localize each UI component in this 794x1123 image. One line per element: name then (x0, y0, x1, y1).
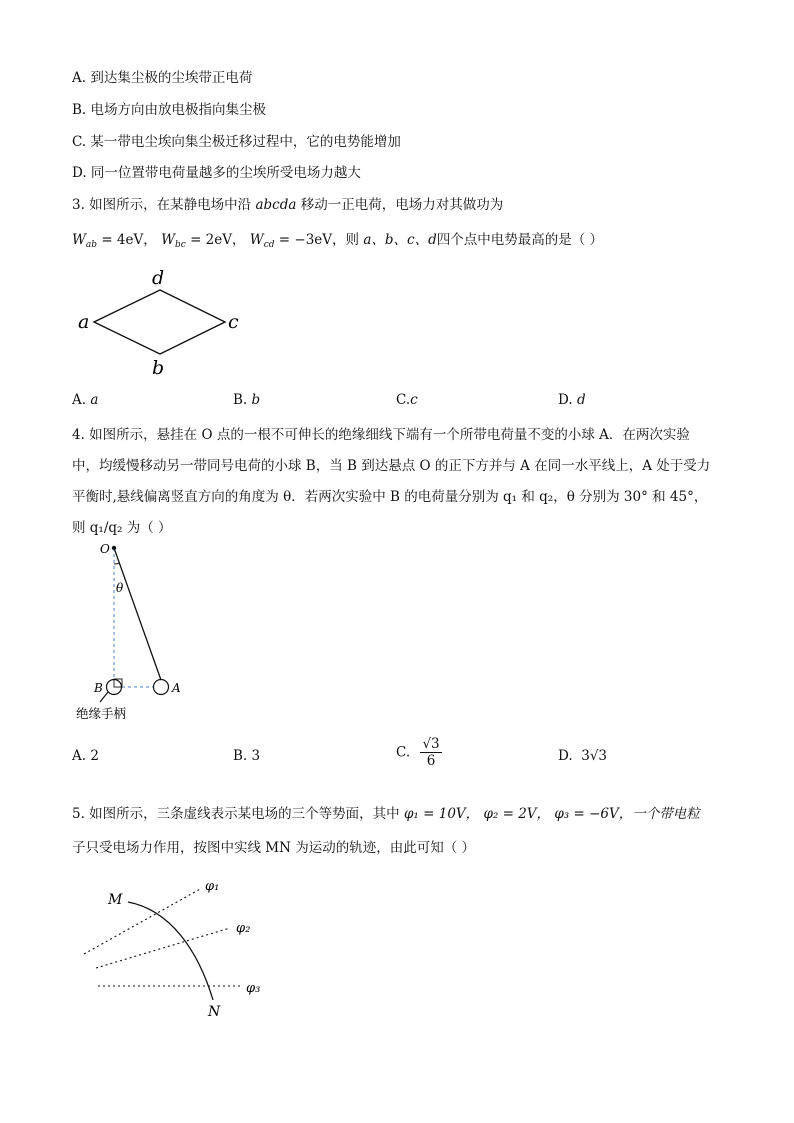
q3-rhombus-diagram (72, 262, 252, 382)
q5-equipotential-diagram (80, 870, 280, 1020)
equipotential-1 (84, 888, 202, 954)
q4-option-c: C. $\frac{√3}{6}$ (396, 736, 440, 769)
q2-option-a: A. 到达集尘极的尘埃带正电荷 (72, 70, 253, 86)
q5-stem-line1: 5. 如图所示，三条虚线表示某电场的三个等势面，其中 φ₁ = 10V， φ₂ = 2V， φ₃ = −6V，一个带电粒 (72, 806, 700, 822)
q4-stem-line2: 中，均缓慢移动另一带同号电荷的小球 B，当 B 到达悬点 O 的正下方并与 A 在同一水平线上，A 处于受力 (72, 458, 711, 474)
label-a: a (78, 311, 90, 333)
q3-option-a: A. a (72, 392, 99, 408)
label-o: O (100, 542, 110, 556)
q2-option-c: C. 某一带电尘埃向集尘极迁移过程中，它的电势能增加 (72, 134, 401, 150)
label-b: b (152, 357, 165, 379)
q5-stem-line2: 子只受电场力作用，按图中实线 MN 为运动的轨迹，由此可知（ ） (72, 840, 476, 856)
label-m: M (108, 892, 123, 908)
q4-stem-line4: 则 q₁/q₂ 为（ ） (72, 520, 172, 536)
thread-line (114, 548, 161, 680)
q4-stem-line3: 平衡时,悬线偏离竖直方向的角度为 θ．若两次实验中 B 的电荷量分别为 q₁ 和 q₂，θ 分别为 30° 和 45°， (72, 489, 708, 505)
q3-option-c: C.c (396, 392, 418, 408)
q4-pendulum-diagram (72, 540, 222, 725)
q4-stem-line1: 4. 如图所示，悬挂在 O 点的一根不可伸长的绝缘细线下端有一个所带电荷量不变的小球 A．在两次实验 (72, 427, 690, 443)
label-phi3: φ₃ (246, 981, 261, 996)
fraction: $\frac{√3}{6}$ (422, 736, 440, 769)
q3-stem-line1: 3. 如图所示，在某静电场中沿 abcda 移动一正电荷，电场力对其做功为 (72, 197, 504, 213)
label-n: N (208, 1004, 221, 1020)
trajectory-mn (128, 902, 213, 1000)
q3-stem-line2: $W_{ab} = 4eV$， $W_{bc} = 2eV$， $W_{cd} = -3eV$，则 a、b、c、d四个点中电势最高的是（ ） (72, 232, 604, 250)
q3-option-d: D. d (558, 392, 586, 408)
label-theta: θ (116, 581, 124, 595)
label-a: A (172, 681, 181, 695)
q4-option-d: D. 3√3 (558, 748, 608, 764)
rhombus-shape (94, 290, 225, 354)
q4-option-b: B. 3 (233, 748, 261, 764)
ball-a (154, 680, 169, 695)
label-phi1: φ₁ (205, 879, 220, 894)
q3-option-b: B. b (233, 392, 261, 408)
label-b: B (94, 681, 103, 695)
handle-label: 绝缘手柄 (76, 706, 127, 721)
equipotential-2 (96, 928, 230, 968)
label-phi2: φ₂ (236, 921, 251, 936)
label-d: d (152, 267, 165, 289)
q2-option-d: D. 同一位置带电荷量越多的尘埃所受电场力越大 (72, 165, 361, 181)
label-c: c (228, 311, 239, 333)
q4-option-a: A. 2 (72, 748, 99, 764)
q2-option-b: B. 电场方向由放电极指向集尘极 (72, 102, 267, 118)
